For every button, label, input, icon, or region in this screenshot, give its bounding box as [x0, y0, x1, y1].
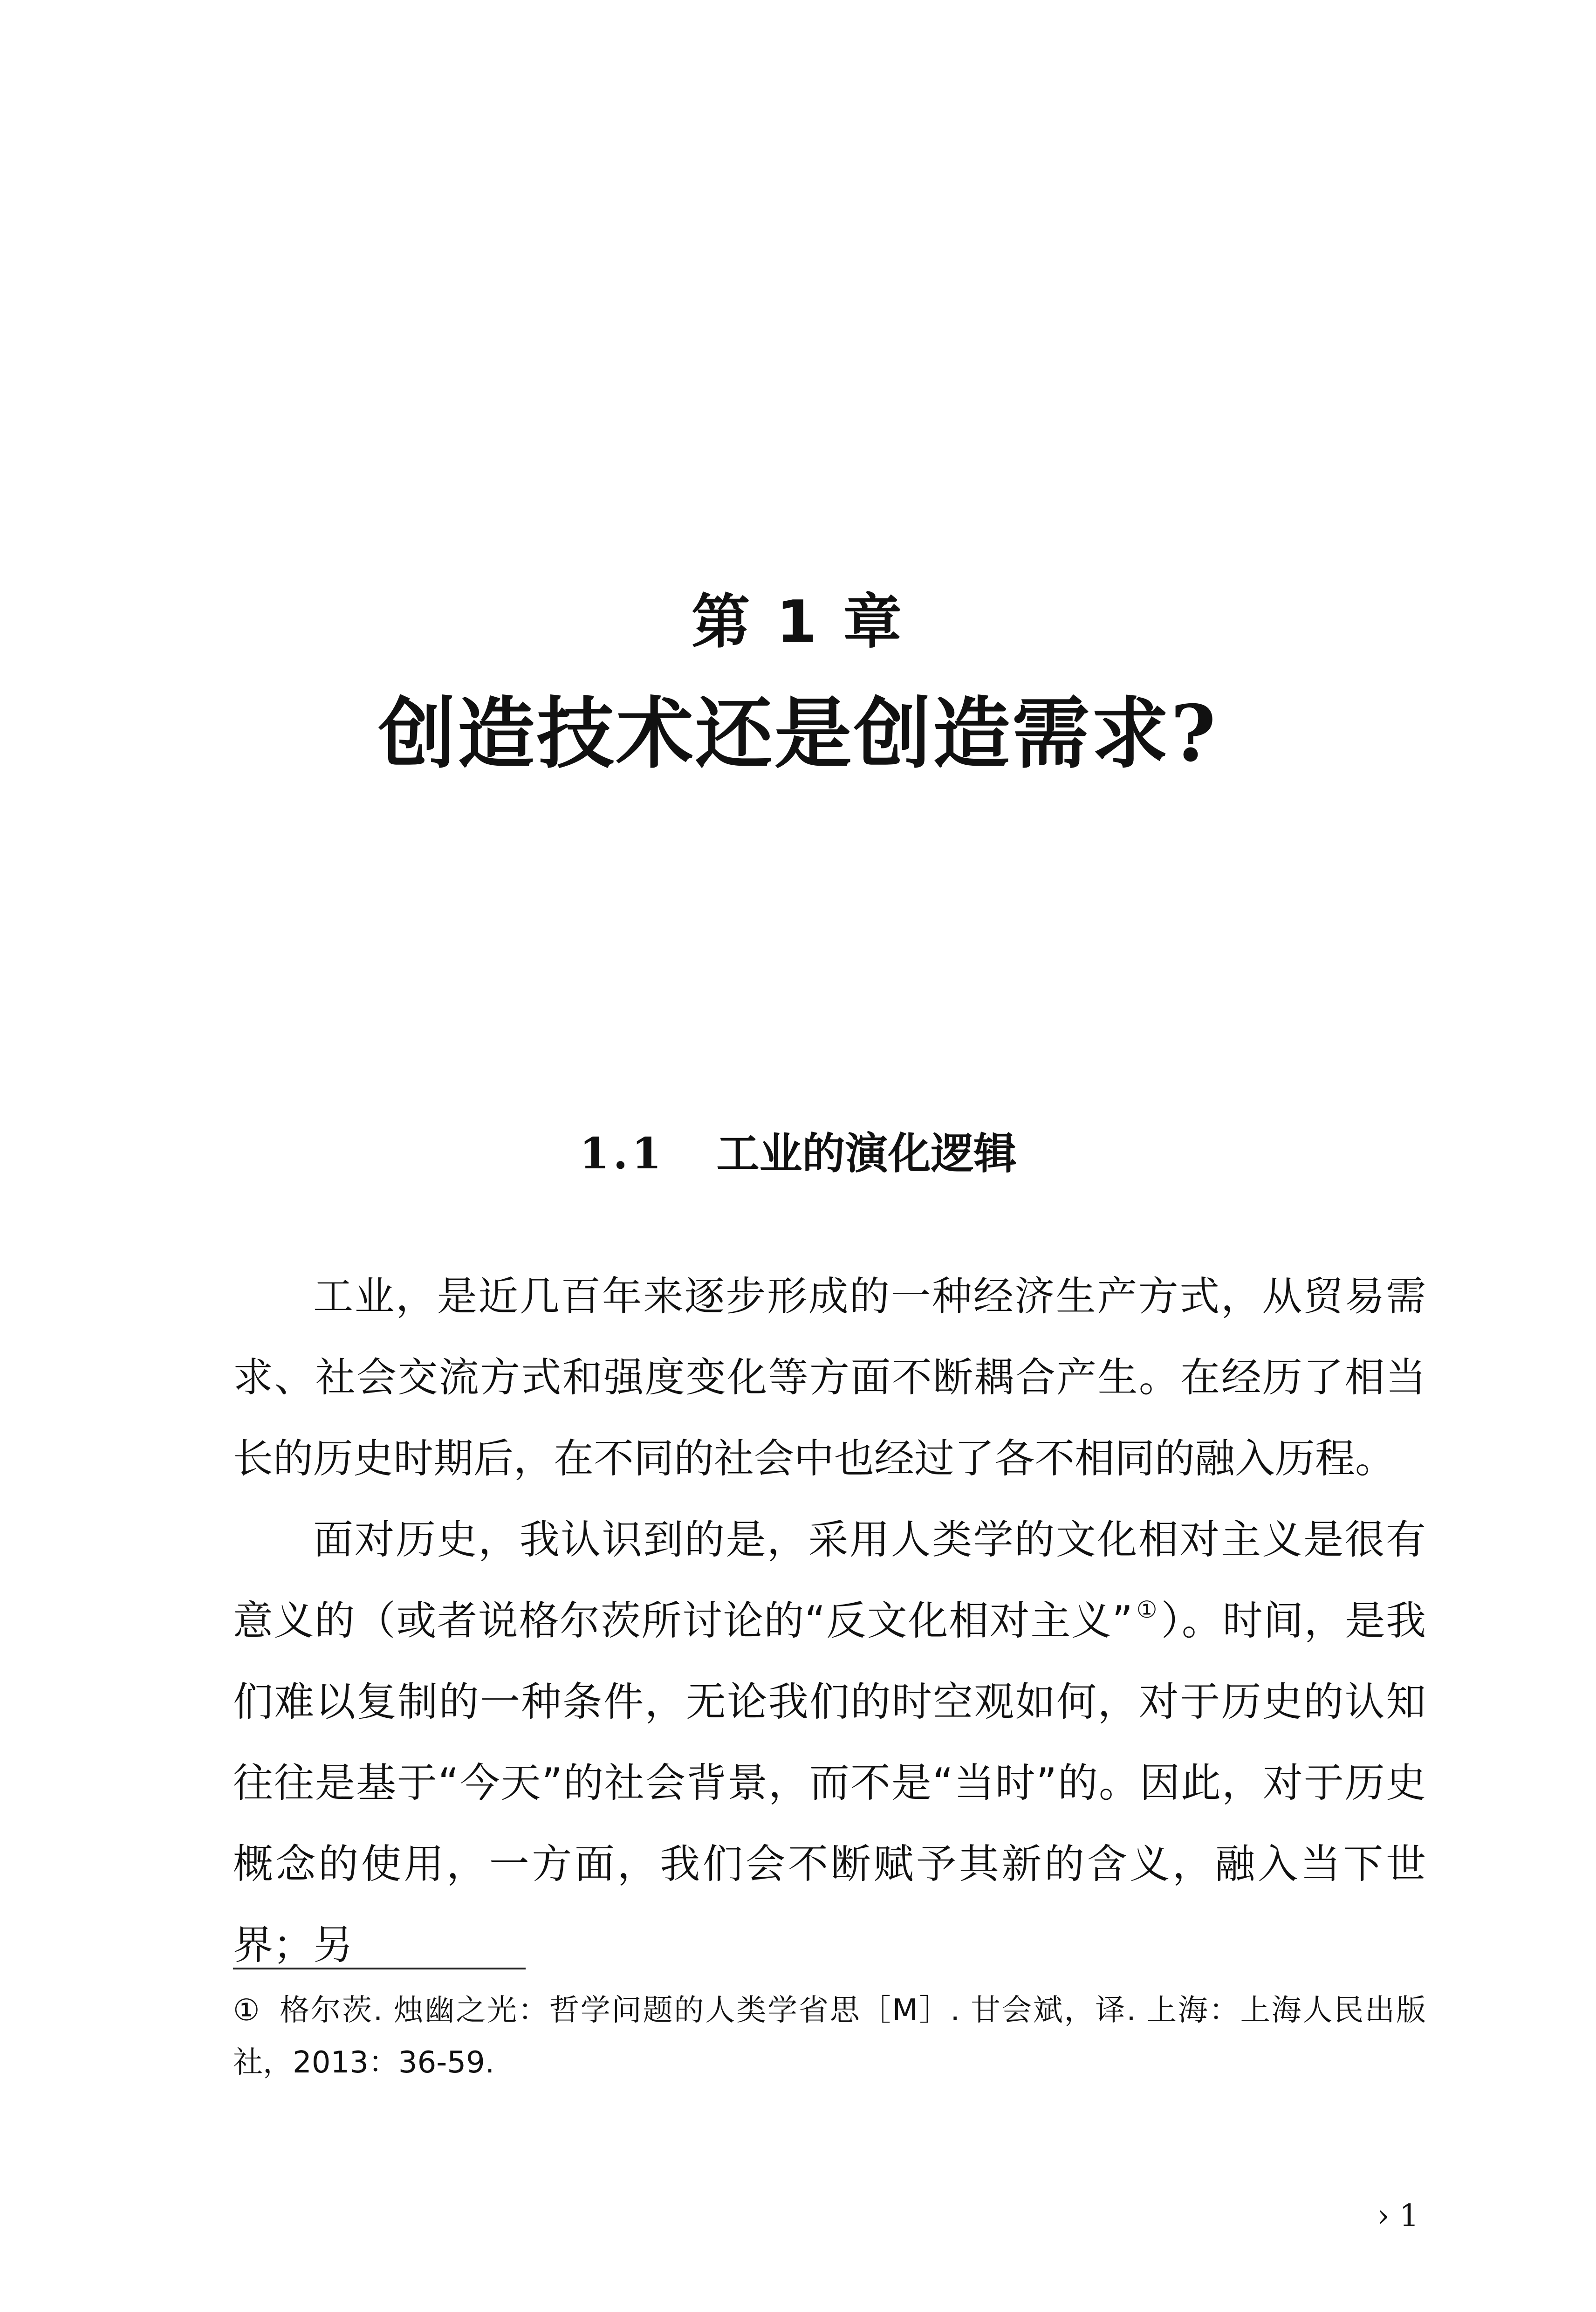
footnote-divider [233, 1968, 526, 1969]
paragraph-2 [233, 1499, 1426, 1986]
paragraph-1: 工业，是近几百年来逐步形成的一种经济生产方式，从贸易需求、社会交流方式和强度变化等方面不断耦合产生。在经历了相当长的历史时期后，在不同的社会中也经过了各不相同的融入历程。 [233, 1273, 1426, 1482]
page-number: › 1 [1377, 2198, 1419, 2234]
footnote-mark: ① [233, 1993, 261, 2028]
footnote [233, 1984, 1426, 2089]
section-title: 工业的演化逻辑 [716, 1129, 1017, 1179]
chapter-label: 第 1 章 [691, 588, 905, 656]
footnote-reference[interactable]: ① [1136, 1596, 1158, 1623]
chapter-title: 创造技术还是创造需求? [378, 688, 1218, 779]
body-text [233, 1256, 1426, 1986]
paragraph-2-part-2: ）。时间，是我们难以复制的一种条件，无论我们的时空观如何，对于历史的认知往往是基于“今天”的社会背景，而不是“当时”的。因此，对于历史概念的使用，一方面，我们会不断赋予其新的含义，融入当下世界；另 [233, 1598, 1426, 1969]
section-heading [0, 1123, 1596, 1184]
section-number: 1.1 [579, 1128, 665, 1179]
footnote-text: 格尔茨. 烛幽之光：哲学问题的人类学省思［M］. 甘会斌，译. 上海：上海人民出版社，2013：36-59. [233, 1993, 1426, 2080]
paragraph-2-part-1: 面对历史，我认识到的是，采用人类学的文化相对主义是很有意义的（或者说格尔茨所讨论的“反文化相对主义” [233, 1516, 1426, 1644]
